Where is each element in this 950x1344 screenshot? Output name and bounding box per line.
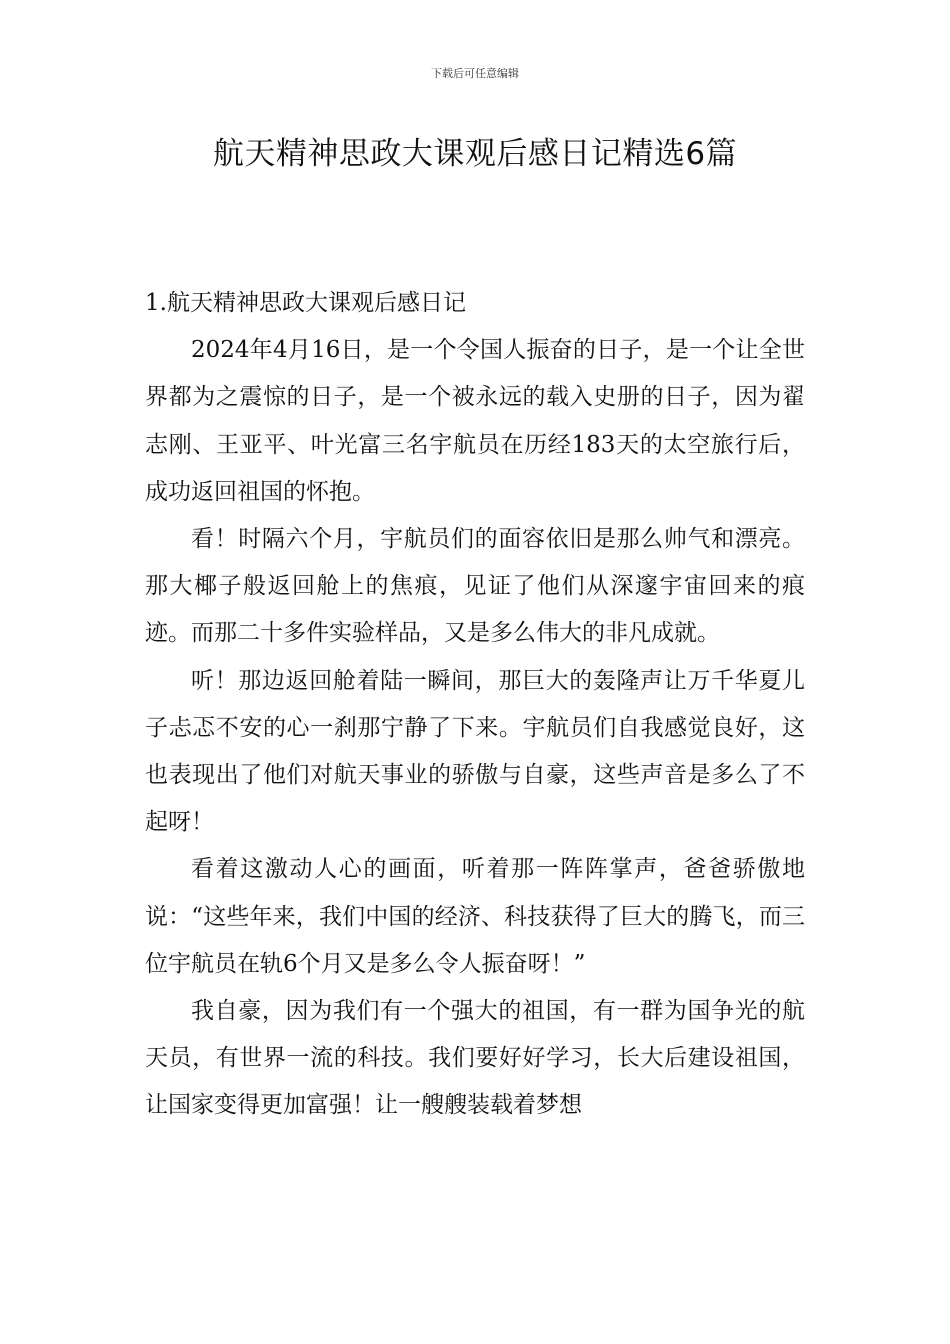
document-body bbox=[145, 280, 805, 1130]
paragraph-5: 我自豪，因为我们有一个强大的祖国，有一群为国争光的航天员，有世界一流的科技。我们要好好学习，长大后建设祖国，让国家变得更加富强！让一艘艘装载着梦想 bbox=[145, 998, 805, 1119]
document-title: 航天精神思政大课观后感日记精选6篇 bbox=[212, 136, 738, 172]
paragraph-4: 看着这激动人心的画面，听着那一阵阵掌声，爸爸骄傲地说：“这些年来，我们中国的经济、科技获得了巨大的腾飞，而三位宇航员在轨6个月又是多么令人振奋呀！” bbox=[145, 856, 805, 977]
paragraph-2: 看！时隔六个月，宇航员们的面容依旧是那么帅气和漂亮。那大椰子般返回舱上的焦痕，见证了他们从深邃宇宙回来的痕迹。而那二十多件实验样品，又是多么伟大的非凡成就。 bbox=[145, 526, 805, 647]
paragraph-1: 2024年4月16日，是一个令国人振奋的日子，是一个让全世界都为之震惊的日子，是一个被永远的载入史册的日子，因为翟志刚、王亚平、叶光富三名宇航员在历经183天的太空旅行后，成功返回祖国的怀抱。 bbox=[145, 337, 805, 505]
section-heading: 1.航天精神思政大课观后感日记 bbox=[145, 290, 466, 316]
paragraph-3: 听！那边返回舱着陆一瞬间，那巨大的轰隆声让万千华夏儿子忐忑不安的心一刹那宁静了下来。宇航员们自我感觉良好，这也表现出了他们对航天事业的骄傲与自豪，这些声音是多么了不起呀！ bbox=[145, 667, 805, 836]
header-note: 下载后可任意编辑 bbox=[431, 67, 519, 80]
